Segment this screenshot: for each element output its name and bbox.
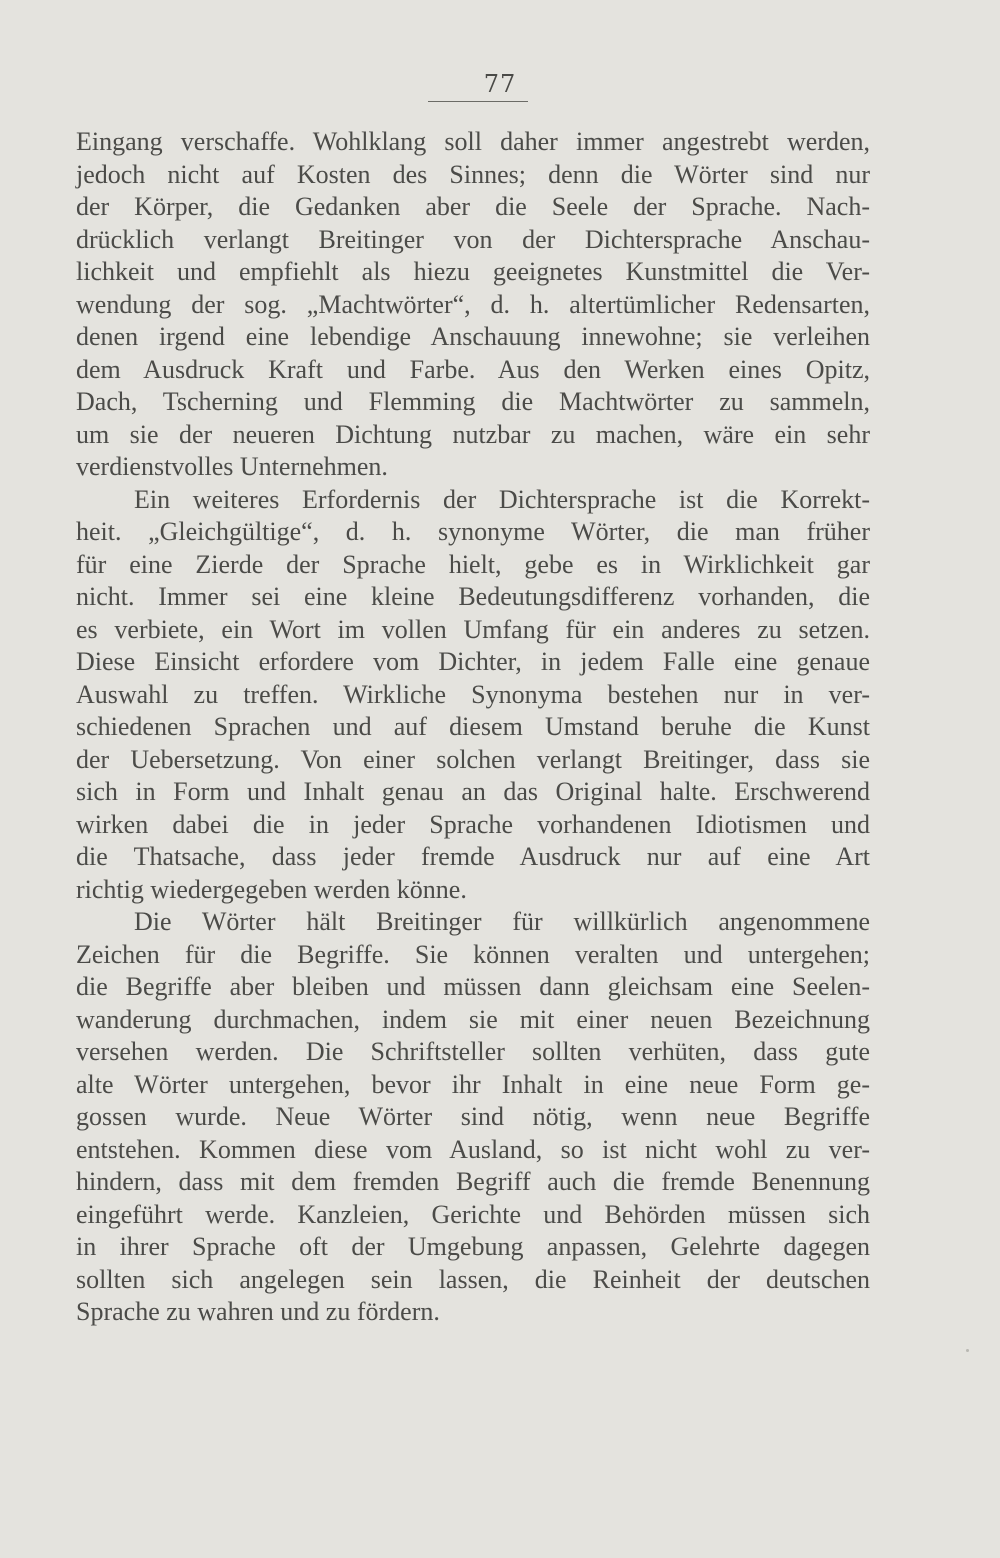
text-line: schiedenen Sprachen und auf diesem Umstand beruhe die Kunst xyxy=(76,712,870,741)
text-line: versehen werden. Die Schriftsteller sollten verhüten, dass gute xyxy=(76,1037,870,1066)
text-line: hindern, dass mit dem fremden Begriff auch die fremde Benennung xyxy=(76,1167,870,1196)
text-line: wendung der sog. „Machtwörter“, d. h. altertümlicher Redensarten, xyxy=(76,289,870,319)
text-line: Auswahl zu treffen. Wirkliche Synonyma bestehen nur in ver- xyxy=(76,679,870,709)
text-line: der Uebersetzung. Von einer solchen verlangt Breitinger, dass sie xyxy=(76,744,870,774)
text-line: Ein weiteres Erfordernis der Dichtersprache ist die Korrekt- xyxy=(134,484,870,514)
text-line: drücklich verlangt Breitinger von der Dichtersprache Anschau- xyxy=(76,224,870,254)
text-line: der Körper, die Gedanken aber die Seele der Sprache. Nach- xyxy=(76,192,870,221)
body-text xyxy=(76,126,870,1329)
text-line: die Begriffe aber bleiben und müssen dann gleichsam eine Seelen- xyxy=(76,972,870,1001)
page-number-rule xyxy=(428,101,528,102)
paper-speck xyxy=(966,1349,969,1352)
text-line: in ihrer Sprache oft der Umgebung anpassen, Gelehrte dagegen xyxy=(76,1232,870,1261)
text-line: für eine Zierde der Sprache hielt, gebe es in Wirklichkeit gar xyxy=(76,549,870,579)
page-number: 77 xyxy=(483,70,517,98)
text-line: wirken dabei die in jeder Sprache vorhandenen Idiotismen und xyxy=(76,809,870,839)
text-line: lichkeit und empfiehlt als hiezu geeignetes Kunstmittel die Ver- xyxy=(76,257,870,286)
text-line: heit. „Gleichgültige“, d. h. synonyme Wörter, die man früher xyxy=(76,517,870,546)
text-line: denen irgend eine lebendige Anschauung innewohne; sie verleihen xyxy=(76,322,870,351)
text-line: jedoch nicht auf Kosten des Sinnes; denn die Wörter sind nur xyxy=(76,159,870,189)
paragraph-2 xyxy=(76,484,870,907)
text-line: Dach, Tscherning und Flemming die Machtwörter zu sammeln, xyxy=(76,387,870,416)
text-line: sich in Form und Inhalt genau an das Original halte. Erschwerend xyxy=(76,777,870,806)
text-line: Diese Einsicht erfordere vom Dichter, in jedem Falle eine genaue xyxy=(76,647,870,676)
text-line: Sprache zu wahren und zu fördern. xyxy=(76,1297,440,1326)
text-line: eingeführt werde. Kanzleien, Gerichte und Behörden müssen sich xyxy=(76,1199,870,1229)
text-line: Die Wörter hält Breitinger für willkürlich angenommene xyxy=(134,907,870,936)
text-line: alte Wörter untergehen, bevor ihr Inhalt in eine neue Form ge- xyxy=(76,1069,870,1099)
paragraph-3 xyxy=(76,906,870,1329)
text-line: verdienstvolles Unternehmen. xyxy=(76,452,388,481)
text-line: Eingang verschaffe. Wohlklang soll daher immer angestrebt werden, xyxy=(76,127,870,156)
text-line: nicht. Immer sei eine kleine Bedeutungsdifferenz vorhanden, die xyxy=(76,582,870,611)
text-line: gossen wurde. Neue Wörter sind nötig, wenn neue Begriffe xyxy=(76,1102,870,1131)
paragraph-1 xyxy=(76,126,870,484)
text-line: wanderung durchmachen, indem sie mit einer neuen Bezeichnung xyxy=(76,1004,870,1034)
text-line: richtig wiedergegeben werden könne. xyxy=(76,874,467,904)
text-line: die Thatsache, dass jeder fremde Ausdruck nur auf eine Art xyxy=(76,842,870,871)
text-line: es verbiete, ein Wort im vollen Umfang für ein anderes zu setzen. xyxy=(76,614,870,644)
text-line: dem Ausdruck Kraft und Farbe. Aus den Werken eines Opitz, xyxy=(76,354,870,384)
text-line: sollten sich angelegen sein lassen, die Reinheit der deutschen xyxy=(76,1264,870,1294)
text-line: um sie der neueren Dichtung nutzbar zu machen, wäre ein sehr xyxy=(76,419,870,449)
text-line: Zeichen für die Begriffe. Sie können veralten und untergehen; xyxy=(76,939,870,969)
text-line: entstehen. Kommen diese vom Ausland, so ist nicht wohl zu ver- xyxy=(76,1134,870,1164)
